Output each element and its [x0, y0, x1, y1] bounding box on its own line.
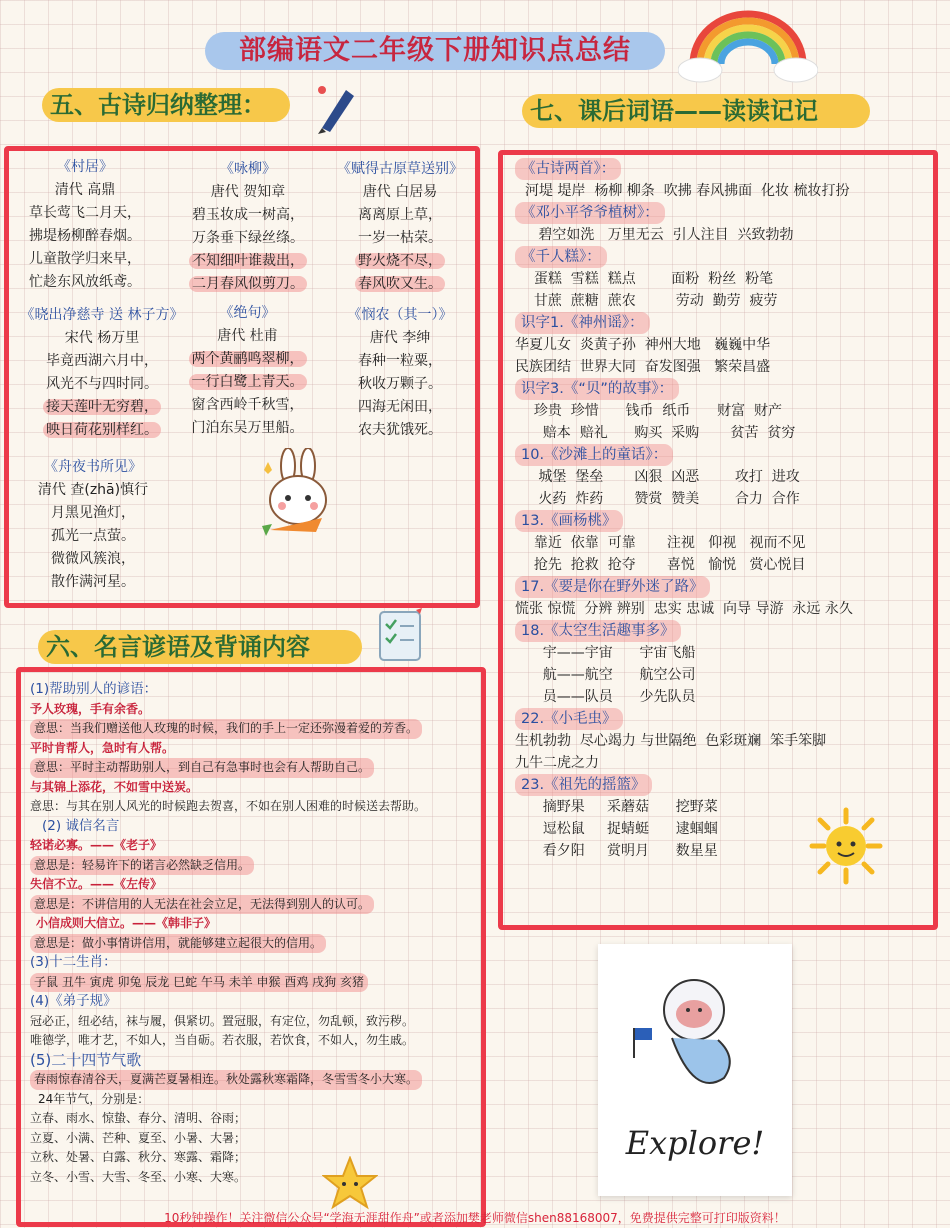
words-content: 《古诗两首》： 河堤 堤岸 杨柳 柳条 吹拂 春风拂面 化妆 梳妆打扮 《邓小平爷爷植树》： 碧空如洗 万里无云 引人注目 兴致勃勃 《千人糕》： 蛋糕 雪糕 糕点 面粉 粉丝 粉笔 甘蔗 蔗糖 蔗农 劳动 勤劳 疲劳 识字1.《神州谣》： 华夏儿女 炎黄子孙 神州大地 巍巍中华 民族团结 世界大同 奋发图强 繁荣昌盛 识字3.《“贝”的故事》： 珍贵 珍惜 钱币 纸币 财富 财产 赔本 赔礼 购买 采购 贫苦 贫穷 10.《沙滩上的童话》： 城堡 堡垒 凶狠 凶恶 攻打 进攻 火药 炸药 赞赏 赞美 合力 合作 13.《画杨桃》 靠近 依靠 可靠 注视 仰视 视而不见 抢先 抢救 抢夺 喜悦 愉悦 赏心悦目 17.《要是你在野外迷了路》 慌张 惊慌 分辨 辨别 忠实 忠诚 向导 导游 永远 永久 18.《太空生活趣事多》 宇——宇宙 宇宙飞船 航——航空 航空公司 员——队员 少先队员 22.《小毛虫》 生机勃勃 尽心竭力 与世隔绝 色彩斑斓 笨手笨脚 九牛二虎之力 23.《祖先的摇篮》 摘野果 采蘑菇 挖野菜 逗松鼠 捉蜻蜓 逮蝈蝈 看夕阳 赏明月 数星星 [515, 158, 905, 862]
star-icon [322, 1156, 378, 1210]
sayings-content: (1)帮助别人的谚语： 予人玫瑰，手有余香。 意思：当我们赠送他人玫瑰的时候，我们的手上一定还弥漫着爱的芳香。 平时肯帮人，急时有人帮。 意思：平时主动帮助别人，到自己有急事时也会有人帮助自己。 与其锦上添花，不如雪中送炭。 意思：与其在别人风光的时候跑去贺喜，不如在别人困难的时候送去帮助。 (2) 诚信名言 轻诺必寡。——《老子》 意思是：轻易许下的诺言必然缺乏信用。 失信不立。——《左传》 意思是：不讲信用的人无法在社会立足，无法得到别人的认可。 小信成则大信立。——《韩非子》 意思是：做小事情讲信用，就能够建立起很大的信用。 (3)十二生肖： 子鼠 丑牛 寅虎 卯兔 辰龙 巳蛇 午马 未羊 申猴 酉鸡 戌狗 亥猪 (4)《弟子规》 冠必正，纽必结，袜与履，俱紧切。置冠服，有定位，勿乱顿，致污秽。 唯德学，唯才艺，不如人，当自砺。若衣服，若饮食，不如人，勿生戚。 (5)二十四节气歌 春雨惊春清谷天，夏满芒夏暑相连。秋处露秋寒霜降，冬雪雪冬小大寒。 24年节气，分别是： 立春、雨水、惊蛰、春分、清明、谷雨； 立夏、小满、芒种、夏至、小暑、大暑； 立秋、处暑、白露、秋分、寒露、霜降； 立冬、小雪、大雪、冬至、小寒、大寒。 [30, 681, 427, 1184]
explore-card [598, 944, 792, 1196]
sun-icon [808, 806, 884, 886]
section6-header: 六、名言谚语及背诵内容 [38, 630, 362, 664]
pen-icon [312, 82, 358, 134]
poem-cunju: 《村居》 清代 高鼎 草长莺飞二月天， 拂堤杨柳醉春烟。 儿童散学归来早， 忙趁东风放纸鸢。 [29, 159, 141, 290]
poem-zhouye: 《舟夜书所见》 清代 查(zhā)慎行 月黑见渔灯， 孤光一点萤。 微微风簇浪， 散作满河星。 [37, 459, 149, 590]
footer-note: 10秒钟操作！关注微信公众号“学海无涯甜作舟”或者添加樊老师微信shen88168007，免费提供完整可打印版资料！ [164, 1211, 786, 1225]
explore-text: Explore! [625, 1124, 765, 1162]
astronaut-icon [628, 968, 758, 1108]
rainbow-icon [678, 4, 818, 84]
page-title: 部编语文二年级下册知识点总结 [205, 32, 665, 70]
bunny-icon [252, 448, 342, 548]
poem-jueju: 《绝句》 唐代 杜甫 两个黄鹂鸣翠柳， 一行白鹭上青天。 窗含西岭千秋雪， 门泊东吴万里船。 [175, 302, 320, 440]
section7-header: 七、课后词语——读读记记 [522, 94, 870, 128]
poem-minnong: 《悯农（其一）》 唐代 李绅 春种一粒粟， 秋收万颗子。 四海无闲田， 农夫犹饿死。 [347, 307, 453, 438]
checklist-icon [372, 606, 432, 664]
poem-xiaochu: 《晓出净慈寺 送 林子方》 宋代 杨万里 毕竟西湖六月中， 风光不与四时同。 接天莲叶无穷碧， 映日荷花别样红。 [20, 307, 184, 438]
poem-yongliu: 《咏柳》 唐代 贺知章 碧玉妆成一树高， 万条垂下绿丝绦。 不知细叶谁裁出， 二月春风似剪刀。 [178, 158, 318, 296]
section5-header: 五、古诗归纳整理： [42, 88, 290, 122]
poem-fude: 《赋得古原草送别》 唐代 白居易 离离原上草， 一岁一枯荣。 野火烧不尽， 春风吹又生。 [337, 161, 463, 292]
